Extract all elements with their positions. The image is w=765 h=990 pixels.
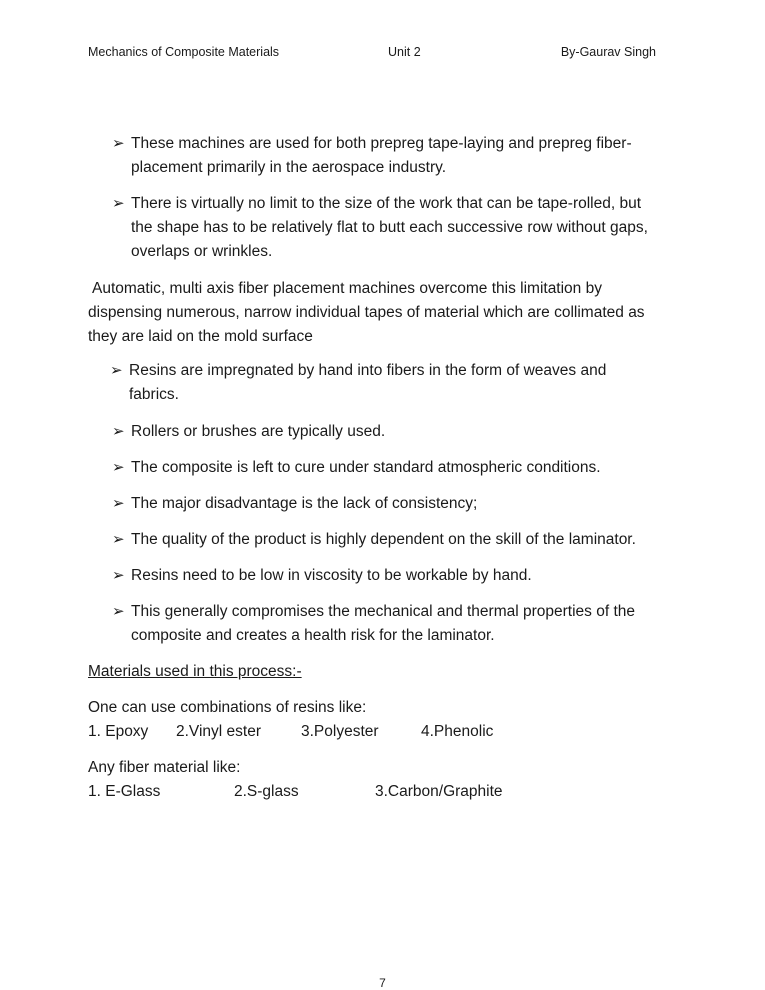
bullet-text: The quality of the product is highly dependent on the skill of the laminator.	[131, 531, 636, 548]
arrow-bullet-icon: ➢	[112, 495, 125, 512]
header-course-title: Mechanics of Composite Materials	[88, 45, 280, 59]
page-number: 7	[379, 976, 386, 990]
resin-item: 1. Epoxy	[88, 723, 149, 740]
header-author: By-Gaurav Singh	[560, 45, 656, 59]
section-heading: Materials used in this process:-	[88, 663, 302, 680]
bullet-text: These machines are used for both prepreg tape-laying and prepreg fiber-placement primarily in the aerospace industry.	[131, 135, 632, 176]
arrow-bullet-icon: ➢	[112, 135, 125, 152]
header-unit: Unit 2	[388, 45, 421, 59]
arrow-bullet-icon: ➢	[112, 423, 125, 440]
body-paragraph: Automatic, multi axis fiber placement machines overcome this limitation by dispensing numerous, narrow individual tapes of material which are collimated as they are laid on the mold surface	[88, 280, 645, 345]
fiber-intro: Any fiber material like:	[88, 759, 241, 776]
resin-item: 3.Polyester	[301, 723, 379, 740]
arrow-bullet-icon: ➢	[112, 195, 125, 212]
bullet-text: This generally compromises the mechanical and thermal properties of the composite and creates a health risk for the laminator.	[131, 603, 635, 644]
bullet-text: Rollers or brushes are typically used.	[131, 423, 386, 440]
fiber-item: 1. E-Glass	[88, 783, 161, 800]
fibers-list	[88, 780, 648, 804]
bullet-text: The composite is left to cure under standard atmospheric conditions.	[131, 459, 601, 476]
bullet-text: The major disadvantage is the lack of consistency;	[131, 495, 478, 512]
resins-intro: One can use combinations of resins like:	[88, 699, 367, 716]
fiber-item: 3.Carbon/Graphite	[375, 783, 503, 800]
arrow-bullet-icon: ➢	[112, 567, 125, 584]
page-header	[88, 45, 656, 63]
arrow-bullet-icon: ➢	[112, 459, 125, 476]
bullet-text: Resins are impregnated by hand into fibers in the form of weaves and fabrics.	[129, 362, 607, 403]
fiber-item: 2.S-glass	[234, 783, 299, 800]
bullet-text: There is virtually no limit to the size of the work that can be tape-rolled, but the shape has to be relatively flat to butt each successive row without gaps, overlaps or wrinkles.	[131, 195, 648, 260]
bullet-text: Resins need to be low in viscosity to be workable by hand.	[131, 567, 532, 584]
resin-item: 2.Vinyl ester	[176, 723, 262, 740]
resin-item: 4.Phenolic	[421, 723, 494, 740]
arrow-bullet-icon: ➢	[112, 603, 125, 620]
arrow-bullet-icon: ➢	[112, 531, 125, 548]
resins-list	[88, 720, 648, 744]
arrow-bullet-icon: ➢	[110, 362, 123, 379]
